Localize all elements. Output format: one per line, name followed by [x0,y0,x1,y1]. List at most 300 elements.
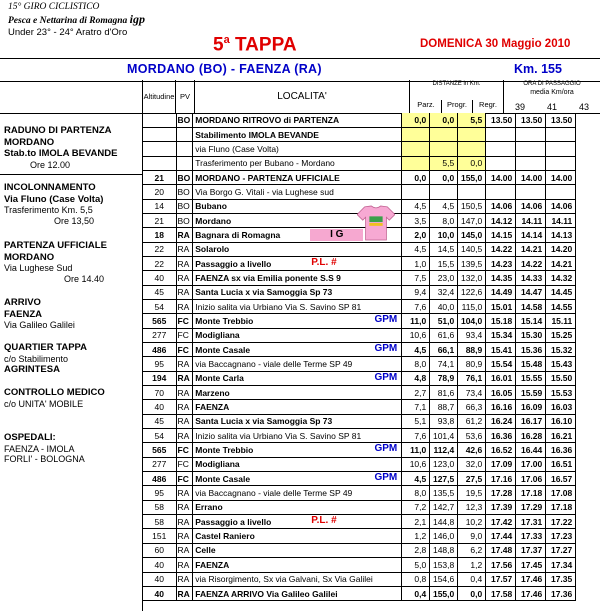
table-row [143,285,576,299]
province-cell: RA [176,543,193,557]
province-cell: RA [176,256,193,270]
col-progr: Progr. [446,100,467,109]
dist-progr-cell: 78,9 [430,371,458,385]
altitude-cell: 40 [143,586,176,600]
table-row [143,271,576,285]
time-43-cell [546,185,576,199]
time-39-cell: 17.44 [486,529,516,543]
col-parz: Parz. [417,100,435,109]
time-41-cell: 14.58 [516,299,546,313]
dist-progr-cell: 61,6 [430,328,458,342]
locality-cell [193,457,402,471]
province-cell: RA [176,586,193,600]
dist-regr-cell: 9,0 [458,529,486,543]
col-times [504,80,600,113]
locality-cell [193,343,402,357]
locality-name: FAENZA [195,402,230,413]
time-39-cell: 15.34 [486,328,516,342]
time-39-cell: 14.00 [486,170,516,184]
time-43-cell: 15.53 [546,386,576,400]
gpm-badge: GPM [374,343,398,354]
dist-regr-cell: 122,6 [458,285,486,299]
cm-title: CONTROLLO MEDICO [4,387,105,398]
time-41-cell: 14.33 [516,271,546,285]
dist-parz-cell: 2,1 [402,515,430,529]
dist-regr-cell: 104,0 [458,314,486,328]
osp-line2: FORLI' - BOLOGNA [4,454,85,464]
time-39-cell [486,142,516,156]
dist-regr-cell: 1,2 [458,558,486,572]
time-41-cell: 17.31 [516,515,546,529]
stage-date: DOMENICA 30 Maggio 2010 [420,38,571,50]
locality-cell [193,242,402,256]
dist-regr-cell: 155,0 [458,170,486,184]
time-41-cell: 13.50 [516,113,546,127]
time-41-cell: 14.00 [516,170,546,184]
locality-cell [193,357,402,371]
dist-parz-cell: 1,2 [402,529,430,543]
locality-cell [193,127,402,141]
time-43-cell: 16.36 [546,443,576,457]
locality-cell [193,185,402,199]
time-39-cell: 17.57 [486,572,516,586]
time-41-cell: 17.46 [516,572,546,586]
province-cell [176,156,193,170]
dist-parz-cell: 2,8 [402,543,430,557]
province-cell: FC [176,472,193,486]
gpm-badge: GPM [374,371,398,383]
dist-progr-cell: 5,5 [430,156,458,170]
table-row [143,515,576,529]
column-header-row [143,80,600,114]
dist-parz-cell: 7,2 [402,500,430,514]
table-row [143,299,576,313]
time-41-cell: 14.06 [516,199,546,213]
dist-parz-cell: 10,6 [402,457,430,471]
route-km: Km. 155 [514,62,562,76]
locality-name: Monte Casale [195,473,251,484]
part-line1: MORDANO [4,251,55,263]
time-39-cell: 14.49 [486,285,516,299]
table-row [143,156,576,170]
table-row [143,357,576,371]
level-crossing-badge: P.L. # [311,515,337,527]
altitude-cell: 22 [143,242,176,256]
dist-regr-cell: 88,9 [458,343,486,357]
dist-regr-cell [458,142,486,156]
time-41-cell: 14.11 [516,213,546,227]
dist-parz-cell: 5,1 [402,414,430,428]
locality-cell [193,429,402,443]
time-43-cell: 15.50 [546,371,576,385]
time-43-cell: 15.11 [546,314,576,328]
altitude-cell: 565 [143,314,176,328]
altitude-cell: 58 [143,500,176,514]
dist-parz-cell: 2,0 [402,228,430,242]
altitude-cell: 486 [143,343,176,357]
dist-progr-cell: 51,0 [430,314,458,328]
altitude-cell: 21 [143,170,176,184]
dist-progr-cell: 127,5 [430,472,458,486]
locality-name: Via Borgo G. Vitali - via Lughese sud [195,186,334,197]
time-39-cell: 17.58 [486,586,516,600]
time-43-cell: 14.06 [546,199,576,213]
dist-regr-cell: 19,5 [458,486,486,500]
incol-line3: Ore 13,50 [54,215,95,226]
time-39-cell: 17.28 [486,486,516,500]
dist-progr-cell: 15,5 [430,256,458,270]
dist-progr-cell: 88,7 [430,400,458,414]
time-41-cell: 17.18 [516,486,546,500]
table-row [143,314,576,328]
level-crossing-badge: P.L. # [311,256,337,268]
altitude-cell: 18 [143,228,176,242]
dist-progr-cell: 142,7 [430,500,458,514]
stage-title [213,34,297,56]
gpm-badge: GPM [374,443,398,455]
dist-progr-cell: 23,0 [430,271,458,285]
province-cell: RA [176,271,193,285]
locality-cell [193,472,402,486]
col-media: media Km/ora [530,89,574,96]
time-41-cell: 14.47 [516,285,546,299]
province-cell: RA [176,414,193,428]
dist-regr-cell [458,127,486,141]
locality-cell [193,256,402,270]
dist-regr-cell: 132,0 [458,271,486,285]
locality-name: Trasferimento per Bubano - Mordano [195,158,335,169]
altitude-cell: 45 [143,285,176,299]
dist-progr-cell: 14,5 [430,242,458,256]
qt-line1: c/o Stabilimento [4,353,69,364]
province-cell [176,127,193,141]
altitude-cell: 70 [143,386,176,400]
time-43-cell [546,156,576,170]
time-41-cell: 17.06 [516,472,546,486]
locality-name: Monte Carla [195,373,244,384]
dist-regr-cell: 147,0 [458,213,486,227]
locality-name: Modigliana [195,330,240,341]
part-title: PARTENZA UFFICIALE [4,240,107,251]
dist-parz-cell: 3,5 [402,213,430,227]
dist-parz-cell: 7,6 [402,429,430,443]
dist-parz-cell: 8,0 [402,486,430,500]
time-41-cell [516,156,546,170]
province-cell: FC [176,443,193,457]
locality-name: Bubano [195,201,227,212]
time-43-cell: 15.32 [546,343,576,357]
table-row [143,429,576,443]
edition-title: 15° GIRO CICLISTICO [8,2,100,12]
time-39-cell: 17.16 [486,472,516,486]
time-39-cell: 15.18 [486,314,516,328]
table-row [143,500,576,514]
dist-parz-cell [402,156,430,170]
dist-progr-cell: 155,0 [430,586,458,600]
col-speed-39: 39 [514,102,525,112]
time-43-cell: 17.34 [546,558,576,572]
locality-name: FAENZA ARRIVO Via Galileo Galilei [195,588,338,599]
time-43-cell: 16.03 [546,400,576,414]
province-cell: RA [176,572,193,586]
gpm-badge: GPM [374,472,398,484]
cm-line1: c/o UNITA' MOBILE [4,398,84,409]
locality-name: Mordano [195,215,232,226]
dist-regr-cell: 140,5 [458,242,486,256]
gpm-badge: GPM [374,314,398,326]
time-41-cell: 16.17 [516,414,546,428]
altitude-cell: 21 [143,213,176,227]
province-cell: FC [176,314,193,328]
province-cell: RA [176,529,193,543]
dist-progr-cell: 123,0 [430,457,458,471]
locality-cell [193,285,402,299]
dist-parz-cell: 8,0 [402,357,430,371]
dist-progr-cell: 74,1 [430,357,458,371]
altitude-cell: 95 [143,357,176,371]
dist-progr-cell: 112,4 [430,443,458,457]
dist-regr-cell: 10,2 [458,515,486,529]
time-43-cell: 15.43 [546,357,576,371]
dist-regr-cell: 93,4 [458,328,486,342]
dist-parz-cell: 4,5 [402,343,430,357]
incol-line2: Trasferimento Km. 5,5 [4,205,93,215]
province-cell: RA [176,299,193,313]
arr-line2: Via Galileo Galilei [4,320,75,330]
locality-name: Santa Lucia x via Samoggia Sp 73 [195,287,333,298]
dist-regr-cell: 0,0 [458,586,486,600]
dist-regr-cell: 53,6 [458,429,486,443]
locality-cell [193,170,402,184]
dist-regr-cell: 150,5 [458,199,486,213]
province-cell [176,142,193,156]
dist-regr-cell: 76,1 [458,371,486,385]
incol-line1: Via Fluno (Case Volta) [4,193,104,205]
altitude-cell: 20 [143,185,176,199]
time-43-cell [546,142,576,156]
time-39-cell: 16.24 [486,414,516,428]
altitude-cell: 40 [143,400,176,414]
province-cell: RA [176,400,193,414]
dist-parz-cell [402,127,430,141]
time-39-cell: 16.52 [486,443,516,457]
raduno-title: RADUNO DI PARTENZA [4,125,112,136]
arr-title: ARRIVO [4,297,41,308]
time-43-cell: 14.00 [546,170,576,184]
province-cell: RA [176,500,193,514]
col-distances-title: DISTANZE in Km. [432,81,481,87]
dist-parz-cell [402,142,430,156]
locality-cell [193,328,402,342]
time-43-cell: 17.22 [546,515,576,529]
dist-parz-cell: 7,1 [402,400,430,414]
dist-regr-cell: 12,3 [458,500,486,514]
col-localita: LOCALITA' [195,80,410,113]
time-39-cell: 17.56 [486,558,516,572]
time-43-cell: 16.10 [546,414,576,428]
locality-name: Stabilimento IMOLA BEVANDE [195,129,319,140]
col-speed-43: 43 [578,102,589,112]
dist-progr-cell: 93,8 [430,414,458,428]
category-line: Under 23° - 24° Aratro d'Oro [8,27,128,38]
altitude-cell: 194 [143,371,176,385]
locality-name: FAENZA sx via Emilia ponente S.S 9 [195,272,341,283]
dist-progr-cell: 101,4 [430,429,458,443]
time-39-cell: 13.50 [486,113,516,127]
dist-regr-cell: 6,2 [458,543,486,557]
time-39-cell: 14.06 [486,199,516,213]
locality-cell [193,572,402,586]
dist-progr-cell: 10,0 [430,228,458,242]
dist-parz-cell: 10,6 [402,328,430,342]
locality-cell [193,271,402,285]
locality-name: Monte Trebbio [195,445,254,456]
time-39-cell [486,127,516,141]
time-39-cell: 14.12 [486,213,516,227]
dist-regr-cell: 139,5 [458,256,486,270]
time-41-cell: 17.29 [516,500,546,514]
dist-regr-cell: 0,4 [458,572,486,586]
dist-parz-cell: 2,7 [402,386,430,400]
time-43-cell: 16.21 [546,429,576,443]
locality-name: Passaggio a livello [195,516,272,527]
time-39-cell: 15.41 [486,343,516,357]
province-cell: FC [176,328,193,342]
dist-regr-cell: 66,3 [458,400,486,414]
osp-line1: FAENZA - IMOLA [4,443,75,454]
locality-name: Modigliana [195,459,240,470]
dist-parz-cell: 4,5 [402,472,430,486]
province-cell: RA [176,515,193,529]
dist-regr-cell [458,185,486,199]
locality-name: Inizio salita via Urbiano Via S. Savino SP 81 [195,430,362,441]
time-41-cell: 15.48 [516,357,546,371]
locality-cell [193,400,402,414]
province-cell: FC [176,343,193,357]
time-41-cell: 15.59 [516,386,546,400]
dist-progr-cell: 40,0 [430,299,458,313]
locality-name: Inizio salita via Urbiano Via S. Savino SP 81 [195,301,362,312]
time-41-cell: 15.30 [516,328,546,342]
intermediate-sprint-badge: I G [310,229,363,241]
time-43-cell: 17.08 [546,486,576,500]
sponsor-igp: igp [129,11,145,26]
dist-progr-cell: 66,1 [430,343,458,357]
info-quartier-tappa [4,342,87,376]
info-controllo-medico [4,387,105,409]
table-row [143,386,576,400]
dist-progr-cell: 144,8 [430,515,458,529]
locality-name: Castel Raniero [195,531,255,542]
locality-name: Celle [195,545,216,556]
table-row [143,572,576,586]
time-39-cell: 16.16 [486,400,516,414]
time-43-cell: 15.25 [546,328,576,342]
dist-parz-cell: 0,8 [402,572,430,586]
province-cell: RA [176,429,193,443]
altitude-cell: 95 [143,486,176,500]
locality-name: FAENZA [195,559,230,570]
dist-parz-cell: 4,5 [402,242,430,256]
altitude-cell: 54 [143,299,176,313]
dist-parz-cell: 7,6 [402,299,430,313]
time-39-cell: 15.54 [486,357,516,371]
altitude-cell: 14 [143,199,176,213]
time-41-cell: 14.14 [516,228,546,242]
time-39-cell: 17.48 [486,543,516,557]
dist-progr-cell: 148,8 [430,543,458,557]
dist-progr-cell: 32,4 [430,285,458,299]
province-cell: BO [176,213,193,227]
col-pv: PV [176,80,195,113]
locality-cell [193,586,402,600]
time-41-cell [516,185,546,199]
time-43-cell: 17.23 [546,529,576,543]
locality-cell [193,156,402,170]
locality-cell [193,371,402,385]
time-43-cell: 13.50 [546,113,576,127]
raduno-line3: Ore 12.00 [30,159,71,170]
province-cell: RA [176,386,193,400]
route-title: MORDANO (BO) - FAENZA (RA) [127,62,322,76]
altitude-cell: 22 [143,256,176,270]
altitude-cell: 58 [143,515,176,529]
table-row [143,170,576,184]
route-bar [0,58,600,82]
altitude-cell: 277 [143,328,176,342]
time-41-cell: 17.45 [516,558,546,572]
info-arrivo [4,297,75,331]
table-row [143,457,576,471]
dist-parz-cell: 11,0 [402,443,430,457]
time-39-cell: 14.35 [486,271,516,285]
dist-progr-cell [430,185,458,199]
dist-progr-cell [430,127,458,141]
altitude-cell: 54 [143,429,176,443]
time-43-cell: 14.11 [546,213,576,227]
time-41-cell: 16.28 [516,429,546,443]
time-41-cell: 14.22 [516,256,546,270]
dist-progr-cell: 4,5 [430,199,458,213]
info-raduno [4,125,117,170]
time-39-cell: 16.36 [486,429,516,443]
table-row [143,414,576,428]
dist-progr-cell [430,142,458,156]
province-cell: BO [176,113,193,127]
info-ospedali [4,432,85,465]
raduno-line1: MORDANO [4,136,55,148]
dist-parz-cell: 5,0 [402,558,430,572]
table-row [143,543,576,557]
table-row [143,242,576,256]
time-41-cell: 17.00 [516,457,546,471]
time-41-cell: 15.36 [516,343,546,357]
altitude-cell: 565 [143,443,176,457]
stage-number: 5 [213,34,224,56]
altitude-cell: 151 [143,529,176,543]
locality-name: via Fluno (Case Volta) [195,143,279,154]
province-cell: BO [176,199,193,213]
table-row [143,472,576,486]
province-cell: RA [176,357,193,371]
time-39-cell: 14.15 [486,228,516,242]
altitude-cell: 60 [143,543,176,557]
col-regr: Regr. [479,100,497,109]
part-line2: Via Lughese Sud [4,263,73,273]
time-39-cell: 17.42 [486,515,516,529]
locality-name: Marzeno [195,387,230,398]
time-43-cell: 14.32 [546,271,576,285]
